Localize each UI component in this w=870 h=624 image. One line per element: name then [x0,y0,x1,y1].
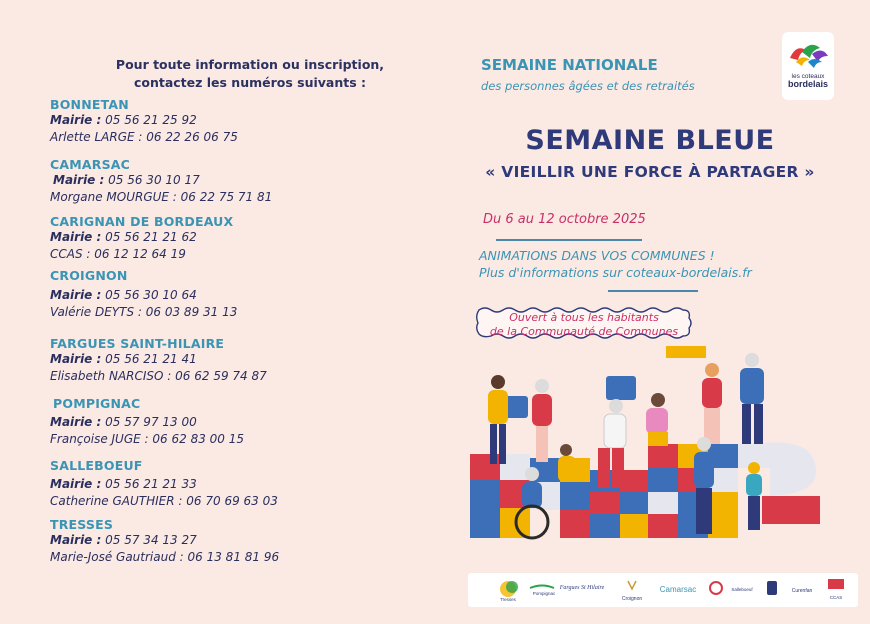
contact-line: Mairie : 05 56 21 25 92 [50,113,197,127]
commune-name: POMPIGNAC [53,396,141,411]
partner-logos-strip [468,573,858,607]
contact-line: Mairie : 05 56 21 21 33 [50,477,197,491]
commune-pompignac [50,396,380,448]
logo-text-1: les coteaux [791,73,825,80]
commune-croignon [50,268,380,321]
partner-logo-tresses: Tresses [500,597,516,602]
open-line-2: de la Communauté de Communes [489,325,679,338]
puzzle-people-illustration [466,346,830,542]
open-line-1: Ouvert à tous les habitants [509,311,659,324]
contact-line: Catherine GAUTHIER : 06 70 69 63 03 [50,494,278,508]
semaine-bleue-title: SEMAINE BLEUE [525,125,775,156]
partner-logo-pompignac: Pompignac [532,591,556,596]
partner-logo-salleboeuf: Salleboeuf [731,587,753,592]
partner-logo-croignon: Croignon [621,596,643,602]
logo-text-2: bordelais [787,79,829,89]
slogan: « VIEILLIR UNE FORCE À PARTAGER » [485,163,815,181]
contact-header-line1: Pour toute information ou inscription, [115,57,385,72]
commune-name: TRESSES [50,517,114,532]
open-to-all-badge [473,304,695,342]
commune-name: CAMARSAC [50,157,131,172]
contact-line: Marie-José Gautriaud : 06 13 81 81 96 [50,550,280,564]
contact-line: Mairie : 05 56 30 10 17 [53,173,200,187]
partner-logo-curenfan: Curenfan [791,588,813,594]
contact-line: Morgane MOURGUE : 06 22 75 71 81 [50,190,273,204]
commune-carignan [50,214,380,263]
animations-text: ANIMATIONS DANS VOS COMMUNES ! [479,248,715,263]
contact-line: CCAS : 06 12 12 64 19 [50,247,186,261]
contact-line: Mairie : 05 56 21 21 62 [50,230,197,244]
commune-name: CROIGNON [50,268,128,283]
contact-line: Françoise JUGE : 06 62 83 00 15 [50,432,245,446]
divider-bottom [608,290,698,292]
partner-logo-ccas: CCAS [829,595,843,600]
coteaux-bordelais-logo [782,32,834,100]
contact-line: Mairie : 05 56 30 10 64 [50,288,197,302]
contact-line: Valérie DEYTS : 06 03 89 31 13 [50,305,238,319]
partner-logos-icon [468,573,858,607]
contact-header-line2: contactez les numéros suivants : [133,75,367,90]
commune-fargues [50,336,380,385]
semaine-nationale-title: SEMAINE NATIONALE [481,56,658,74]
commune-name: FARGUES SAINT-HILAIRE [50,336,225,351]
contact-line: Mairie : 05 56 21 21 41 [50,352,197,366]
contact-header [60,56,440,92]
event-dates: Du 6 au 12 octobre 2025 [483,212,646,227]
commune-salleboeuf [50,458,380,510]
more-info-link[interactable]: Plus d'informations sur coteaux-bordelais.fr [479,265,752,280]
partner-logo-fargues: Fargues St Hilaire [559,585,605,591]
contact-line: Mairie : 05 57 34 13 27 [50,533,197,547]
divider-top [496,239,642,241]
commune-bonnetan [50,97,380,146]
partner-logo-camarsac: Camarsac [659,585,697,594]
contact-line: Arlette LARGE : 06 22 26 06 75 [50,130,238,144]
commune-name: BONNETAN [50,97,129,112]
logo-umbrella-icon [782,32,834,100]
commune-camarsac [50,157,380,206]
commune-name: SALLEBOEUF [50,458,143,473]
commune-tresses [50,518,380,566]
contact-line: Elisabeth NARCISO : 06 62 59 74 87 [50,369,267,383]
commune-name: CARIGNAN DE BORDEAUX [50,214,234,229]
contact-line: Mairie : 05 57 97 13 00 [50,415,197,429]
semaine-nationale-subtitle: des personnes âgées et des retraités [481,79,695,93]
puzzle-illustration-icon [466,346,830,542]
